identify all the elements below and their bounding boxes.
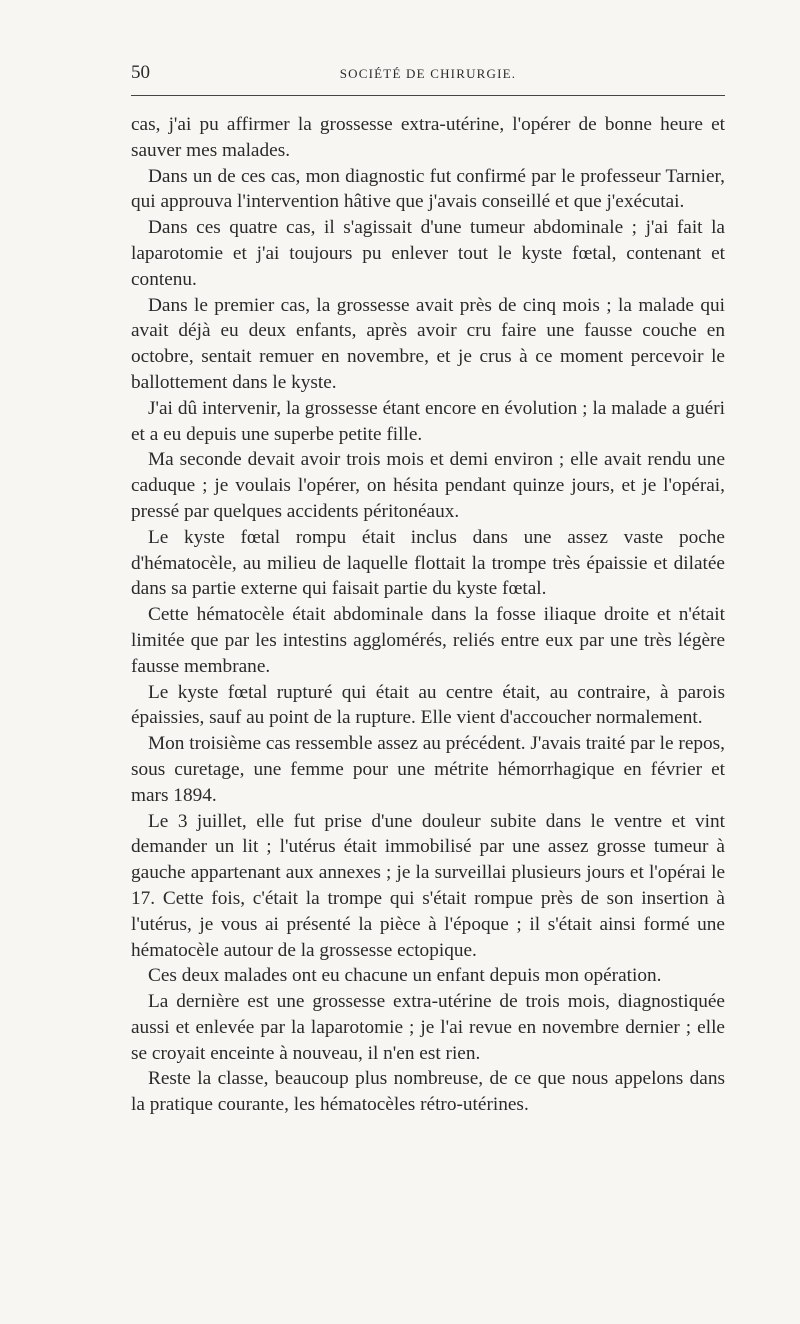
paragraph-5: J'ai dû intervenir, la grossesse étant encore en évolution ; la malade a guéri et a eu depuis une superbe petite fille.: [131, 397, 725, 445]
paragraph-4: Dans le premier cas, la grossesse avait près de cinq mois ; la malade qui avait déjà eu deux enfants, après avoir cru faire une fausse couche en octobre, sentait remuer en novembre, et je crus à ce moment percevoir le ballottement dans le kyste.: [131, 294, 725, 393]
paragraph-14: Reste la classe, beaucoup plus nombreuse, de ce que nous appelons dans la pratique courante, les hématocèles rétro-utérines.: [131, 1068, 725, 1116]
paragraph-10: Mon troisième cas ressemble assez au précédent. J'avais traité par le repos, sous curetage, une femme pour une métrite hémorrhagique en février et mars 1894.: [131, 733, 725, 806]
paragraph-8: Cette hématocèle était abdominale dans la fosse iliaque droite et n'était limitée que par les intestins agglomérés, reliés entre eux par une très légère fausse membrane.: [131, 604, 725, 677]
page-number: 50: [131, 62, 150, 83]
header-rule: [131, 95, 725, 96]
page-header: [131, 62, 725, 88]
paragraph-11: Le 3 juillet, elle fut prise d'une douleur subite dans le ventre et vint demander un lit ; l'utérus était immobilisé par une assez grosse tumeur à gauche appartenant aux annexes ; je la surveillai plusieurs jours et l'opérai le 17. Cette fois, c'était la trompe qui s'était rompue près de son insertion à l'utérus, je vous ai présenté la pièce à l'époque ; il s'était ainsi formé une hématocèle autour de la grossesse ectopique.: [131, 810, 725, 961]
paragraph-1: cas, j'ai pu affirmer la grossesse extra-utérine, l'opérer de bonne heure et sauver mes malades.: [131, 114, 725, 161]
body-text: [131, 112, 725, 1118]
paragraph-2: Dans un de ces cas, mon diagnostic fut confirmé par le professeur Tarnier, qui approuva l'intervention hâtive que j'avais conseillé et que j'exécutai.: [131, 165, 725, 213]
paragraph-13: La dernière est une grossesse extra-utérine de trois mois, diagnostiquée aussi et enlevée par la laparotomie ; je l'ai revue en novembre dernier ; elle se croyait enceinte à nouveau, il n'en est rien.: [131, 991, 725, 1064]
paragraph-9: Le kyste fœtal rupturé qui était au centre était, au contraire, à parois épaissies, sauf au point de la rupture. Elle vient d'accoucher normalement.: [131, 681, 725, 729]
paragraph-3: Dans ces quatre cas, il s'agissait d'une tumeur abdominale ; j'ai fait la laparotomie et j'ai toujours pu enlever tout le kyste fœtal, contenant et contenu.: [131, 217, 725, 290]
paragraph-12: Ces deux malades ont eu chacune un enfant depuis mon opération.: [148, 965, 662, 987]
running-title: SOCIÉTÉ DE CHIRURGIE.: [339, 66, 517, 81]
paragraph-7: Le kyste fœtal rompu était inclus dans une assez vaste poche d'hématocèle, au milieu de laquelle flottait la trompe très épaissie et dilatée dans sa partie externe qui faisait partie du kyste fœtal.: [131, 526, 725, 600]
paragraph-6: Ma seconde devait avoir trois mois et demi environ ; elle avait rendu une caduque ; je voulais l'opérer, on hésita pendant quinze jours, et je l'opérai, pressé par quelques accidents péritonéaux.: [131, 449, 725, 522]
